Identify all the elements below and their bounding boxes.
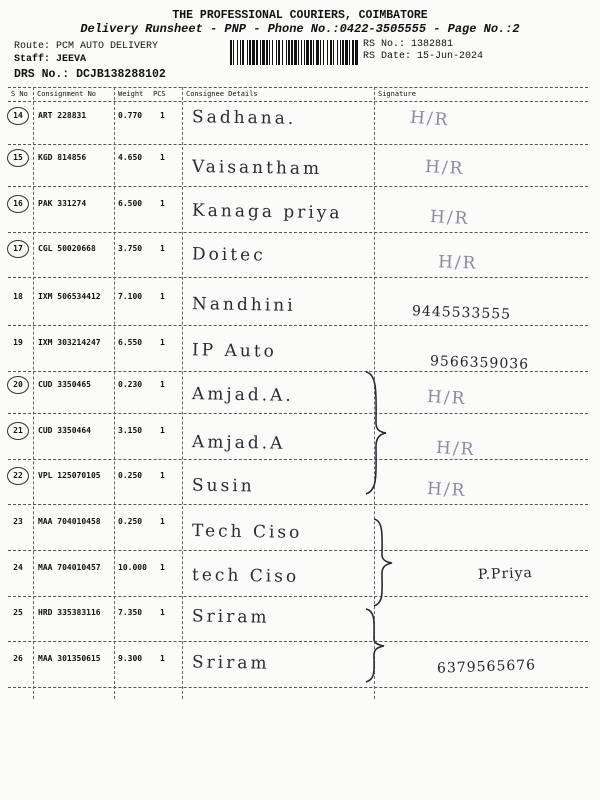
weight-value: 6.550	[118, 338, 143, 347]
signature-mark: H/R	[429, 206, 470, 230]
weight-value: 0.770	[118, 111, 143, 120]
weight-value: 7.100	[118, 292, 143, 301]
consignee-name: Sadhana.	[191, 107, 297, 129]
pieces-count: 1	[160, 517, 165, 526]
consignment-number: MAA 704010457	[38, 563, 101, 572]
bracket-mark	[362, 368, 392, 498]
signature-mark: H/R	[435, 437, 476, 461]
route-label: Route: PCM AUTO DELIVERY	[14, 41, 159, 52]
pieces-count: 1	[160, 654, 165, 663]
signature-mark: 6379565676	[436, 657, 537, 677]
pieces-count: 1	[160, 111, 165, 120]
consignment-number: MAA 704010458	[38, 517, 101, 526]
pieces-count: 1	[160, 244, 165, 253]
staff-label: Staff: JEEVA	[14, 54, 87, 65]
row-separator	[8, 277, 588, 278]
signature-mark: H/R	[437, 252, 478, 274]
row-separator	[8, 641, 588, 642]
header-consignment: Consignment No	[37, 90, 97, 98]
row-separator	[8, 186, 588, 187]
row-separator	[8, 144, 588, 145]
consignee-name: IP Auto	[191, 340, 278, 362]
serial-number: 25	[13, 608, 23, 617]
serial-number: 21	[7, 422, 29, 440]
runsheet-subtitle: Delivery Runsheet - PNP - Phone No.:0422-3505555 - Page No.:2	[80, 22, 520, 36]
column-divider	[114, 87, 115, 699]
header-pcs: PCS	[153, 90, 166, 98]
signature-mark: H/R	[426, 478, 467, 502]
consignee-name: Kanaga priya	[191, 200, 343, 224]
serial-number: 22	[7, 467, 29, 485]
consignment-number: PAK 331274	[38, 199, 87, 208]
consignment-number: CUD 3350465	[38, 380, 91, 389]
row-separator	[8, 325, 588, 326]
pieces-count: 1	[160, 471, 165, 480]
weight-value: 4.650	[118, 153, 143, 162]
row-separator	[8, 687, 588, 688]
weight-value: 9.300	[118, 654, 143, 663]
signature-mark: 9445533555	[411, 303, 512, 323]
serial-number: 16	[7, 195, 29, 213]
consignee-name: Sriram	[191, 652, 270, 674]
pieces-count: 1	[160, 608, 165, 617]
serial-number: 24	[13, 563, 23, 572]
serial-number: 15	[7, 149, 29, 167]
row-separator	[8, 413, 588, 414]
consignment-number: MAA 301350615	[38, 654, 101, 663]
table-header-rule	[8, 101, 588, 102]
serial-number: 26	[13, 654, 23, 663]
consignment-number: IXM 506534412	[38, 292, 101, 301]
weight-value: 0.230	[118, 380, 143, 389]
signature-mark: H/R	[409, 107, 451, 131]
row-separator	[8, 550, 588, 551]
barcode-image	[230, 40, 358, 65]
signature-mark: 9566359036	[429, 353, 530, 373]
consignee-name: Amjad.A.	[191, 384, 294, 406]
consignee-name: Sriram	[191, 606, 270, 628]
pieces-count: 1	[160, 199, 165, 208]
weight-value: 10.000	[118, 563, 147, 572]
consignment-number: CGL 50020668	[38, 244, 96, 253]
consignee-name: Susin	[191, 475, 255, 497]
consignee-name: Vaisantham	[191, 156, 323, 180]
row-separator	[8, 596, 588, 597]
consignment-number: CUD 3350464	[38, 426, 91, 435]
serial-number: 20	[7, 376, 29, 394]
weight-value: 0.250	[118, 517, 143, 526]
row-separator	[8, 459, 588, 460]
column-divider	[33, 87, 34, 699]
pieces-count: 1	[160, 338, 165, 347]
consignment-number: VPL 125070105	[38, 471, 101, 480]
consignee-name: Doitec	[191, 244, 266, 266]
signature-mark: P.Priya	[477, 565, 534, 583]
pieces-count: 1	[160, 380, 165, 389]
pieces-count: 1	[160, 563, 165, 572]
rs-date: RS Date: 15-Jun-2024	[363, 51, 484, 62]
rs-number: RS No.: 1382881	[363, 39, 454, 50]
signature-mark: H/R	[426, 386, 467, 410]
drs-number: DRS No.: DCJB138288102	[14, 68, 166, 81]
row-separator	[8, 371, 588, 372]
weight-value: 3.150	[118, 426, 143, 435]
signature-mark: H/R	[424, 156, 465, 180]
weight-value: 3.750	[118, 244, 143, 253]
company-title: THE PROFESSIONAL COURIERS, COIMBATORE	[172, 9, 428, 22]
weight-value: 0.250	[118, 471, 143, 480]
bracket-mark	[370, 515, 400, 610]
header-sno: S No	[11, 90, 28, 98]
serial-number: 14	[7, 107, 29, 125]
consignee-name: Amjad.A	[191, 432, 286, 454]
column-divider	[182, 87, 183, 699]
consignee-name: Nandhini	[191, 294, 296, 316]
row-separator	[8, 504, 588, 505]
consignee-name: tech Ciso	[191, 565, 300, 587]
weight-value: 6.500	[118, 199, 143, 208]
serial-number: 17	[7, 240, 29, 258]
table-top-rule	[8, 87, 588, 88]
serial-number: 23	[13, 517, 23, 526]
pieces-count: 1	[160, 153, 165, 162]
serial-number: 19	[13, 338, 23, 347]
pieces-count: 1	[160, 426, 165, 435]
consignment-number: ART 228831	[38, 111, 87, 120]
weight-value: 7.350	[118, 608, 143, 617]
consignment-number: KGD 814856	[38, 153, 87, 162]
consignment-number: IXM 303214247	[38, 338, 101, 347]
header-weight: Weight	[118, 90, 144, 98]
header-consignee-details: Consignee Details	[186, 90, 258, 98]
consignee-name: Tech Ciso	[191, 521, 303, 543]
pieces-count: 1	[160, 292, 165, 301]
consignment-number: HRD 335383116	[38, 608, 101, 617]
row-separator	[8, 232, 588, 233]
header-signature: Signature	[378, 90, 416, 98]
bracket-mark	[362, 605, 392, 685]
serial-number: 18	[13, 292, 23, 301]
